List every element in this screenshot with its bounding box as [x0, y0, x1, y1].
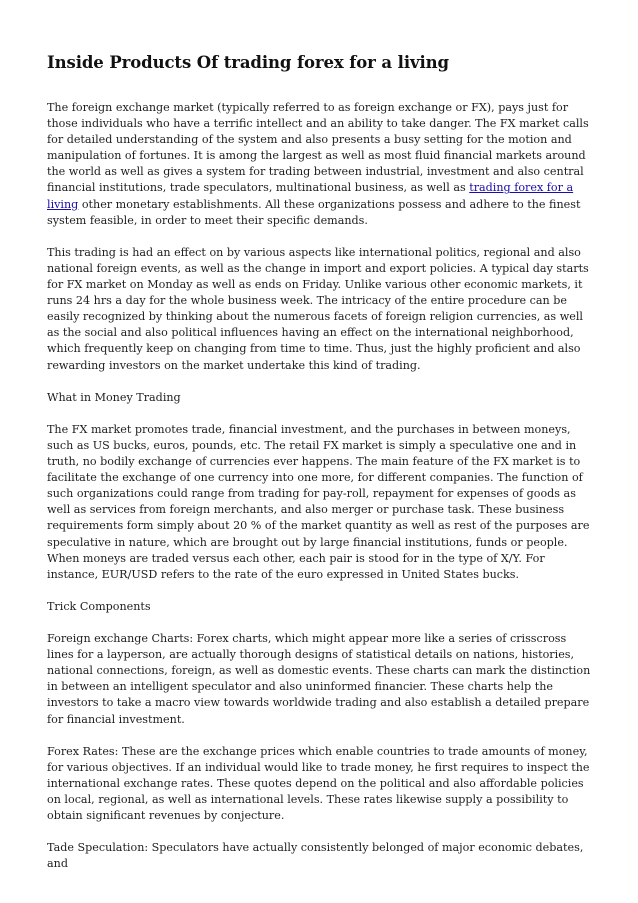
paragraph-forex-rates: Forex Rates: These are the exchange prices which enable countries to trade amounts of money, for various objectives. If an individual would like to trade money, he first requires to inspect the international exchange rates. These quotes depend on the political and also affordable policies on local, regional, as well as international levels. These rates likewise supply a possibility to obtain significant revenues by conjecture. [47, 744, 590, 823]
paragraph-forex-charts: Foreign exchange Charts: Forex charts, which might appear more like a series of crisscross lines for a layperson, are actually thorough designs of statistical details on nations, histories, national connections, foreign, as well as domestic events. These charts can mark the distinction in between an intelligent speculator and also uninformed financier. These charts help the investors to take a macro view towards worldwide trading and also establish a detailed prepare for financial investment. [47, 632, 591, 726]
trading-forex-link[interactable]: trading forex for a living [47, 181, 574, 211]
paragraph-trading-influences: This trading is had an effect on by various aspects like international politics, regional and also national foreign events, as well as the change in import and export policies. A typical day starts for FX market on Monday as well as ends on Friday. Unlike various other economic markets, it runs 24 hrs a day for the whole business week. The intricacy of the entire procedure can be easily recognized by thinking about the numerous facets of foreign religion currencies, as well as the social and also political influences having an effect on the international neighborhood, which frequently keep on changing from time to time. Thus, just the highly proficient and also rewarding investors on the market undertake this kind of trading. [47, 245, 589, 372]
page-title: Inside Products Of trading forex for a living [47, 53, 449, 72]
section-heading-money-trading: What in Money Trading [47, 390, 181, 404]
article-body [47, 100, 595, 873]
document-page [47, 0, 595, 889]
paragraph-intro-text-end: other monetary establishments. All these organizations possess and adhere to the finest system feasible, in order to meet their specific demands. [47, 197, 581, 227]
paragraph-trade-speculation: Tade Speculation: Speculators have actually consistently belonged of major economic debates, and [47, 841, 584, 871]
paragraph-intro [47, 100, 595, 229]
paragraph-intro-text: The foreign exchange market (typically referred to as foreign exchange or FX), pays just for those individuals who have a terrific intellect and an ability to take danger. The FX market calls for detailed understanding of the system and also presents a busy setting for the motion and manipulation of fortunes. It is among the largest as well as most fluid financial markets around the world as well as gives a system for trading between industrial, investment and also central financial institutions, trade speculators, multinational business, as well as [47, 101, 589, 195]
paragraph-fx-market: The FX market promotes trade, financial investment, and the purchases in between moneys, such as US bucks, euros, pounds, etc. The retail FX market is simply a speculative one and in truth, no bodily exchange of currencies ever happens. The main feature of the FX market is to facilitate the exchange of one currency into one more, for different companies. The function of such organizations could range from trading for pay-roll, repayment for expenses of goods as well as services from foreign merchants, and also merger or purchase task. These business requirements form simply about 20 % of the market quantity as well as rest of the purposes are speculative in nature, which are brought out by large financial institutions, funds or people. When moneys are traded versus each other, each pair is stood for in the type of X/Y. For instance, EUR/USD refers to the rate of the euro expressed in United States bucks. [47, 422, 590, 581]
section-heading-key-components: Trick Components [47, 599, 151, 613]
